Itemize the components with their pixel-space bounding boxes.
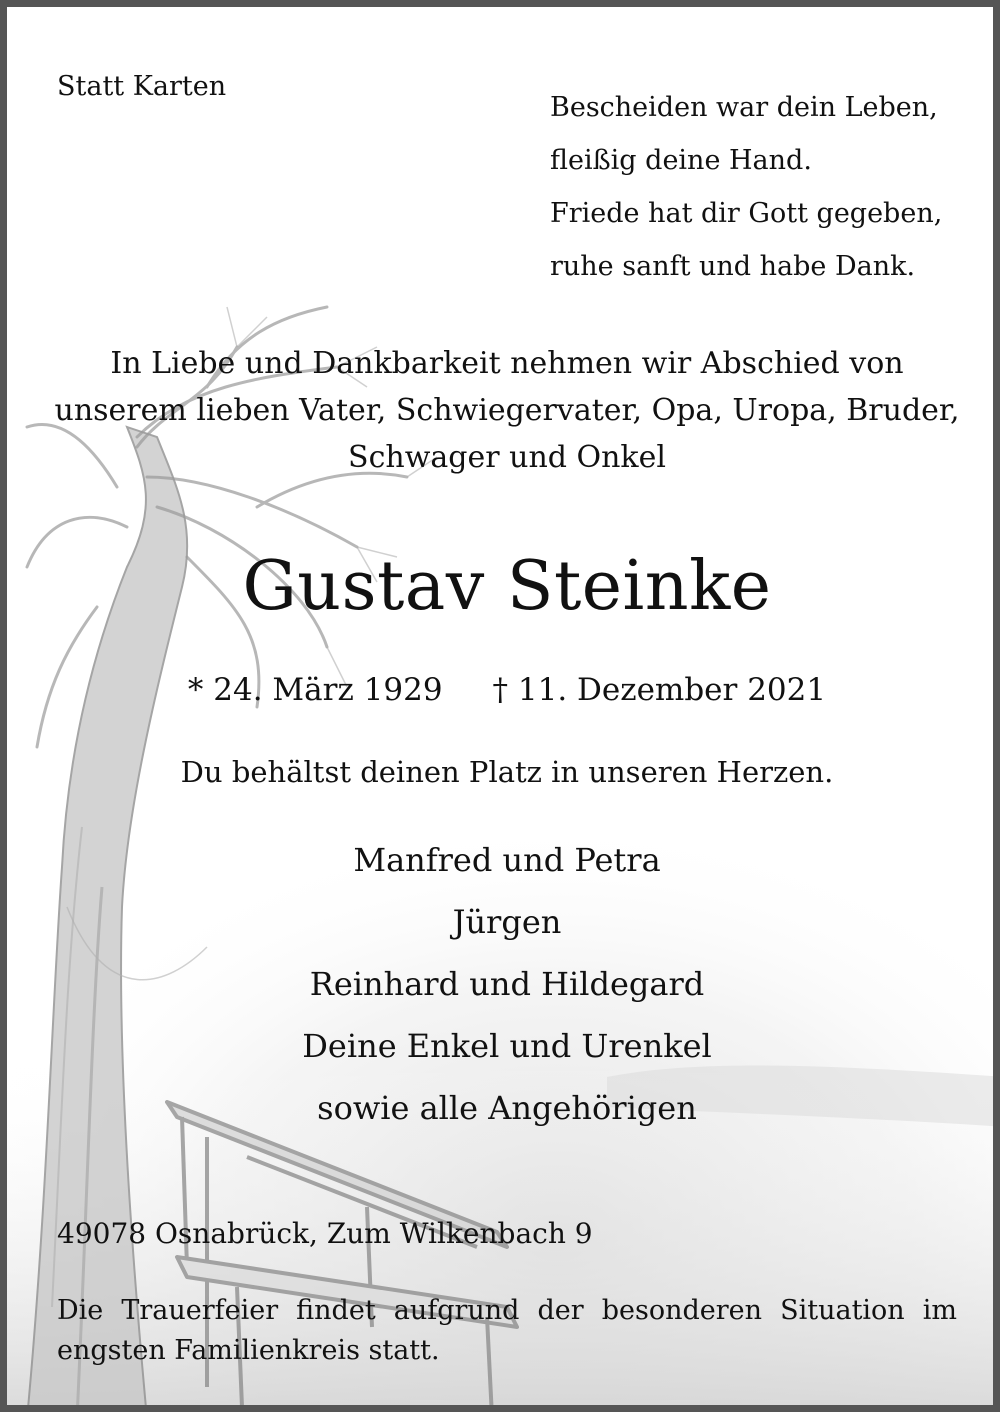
funeral-note: Die Trauerfeier findet aufgrund der besonderen Situation im engsten Familienkreis statt.: [57, 1295, 957, 1366]
mourner: Manfred und Petra: [353, 841, 661, 879]
poem-line: ruhe sanft und habe Dank.: [550, 251, 916, 282]
mourner: Reinhard und Hildegard: [309, 965, 705, 1003]
intro-line: Schwager und Onkel: [348, 440, 666, 475]
mourner: sowie alle Angehörigen: [317, 1089, 697, 1127]
mourner: Jürgen: [452, 903, 562, 941]
life-dates: [7, 672, 1000, 708]
address: 49078 Osnabrück, Zum Wilkenbach 9: [57, 1217, 593, 1250]
poem-line: fleißig deine Hand.: [550, 145, 812, 176]
intro-text: [47, 340, 967, 481]
poem: [550, 81, 942, 293]
poem-line: Bescheiden war dein Leben,: [550, 92, 938, 123]
intro-line: In Liebe und Dankbarkeit nehmen wir Abschied von: [110, 346, 904, 381]
mourners-list: [7, 829, 1000, 1139]
statt-karten-label: Statt Karten: [57, 71, 227, 102]
motto: Du behältst deinen Platz in unseren Herzen.: [180, 755, 834, 789]
deceased-name: Gustav Steinke: [242, 547, 772, 626]
mourner: Deine Enkel und Urenkel: [302, 1027, 712, 1065]
birth-date: * 24. März 1929: [187, 672, 443, 708]
poem-line: Friede hat dir Gott gegeben,: [550, 198, 943, 229]
death-date: † 11. Dezember 2021: [492, 672, 827, 708]
intro-line: unserem lieben Vater, Schwiegervater, Opa, Uropa, Bruder,: [54, 393, 960, 428]
